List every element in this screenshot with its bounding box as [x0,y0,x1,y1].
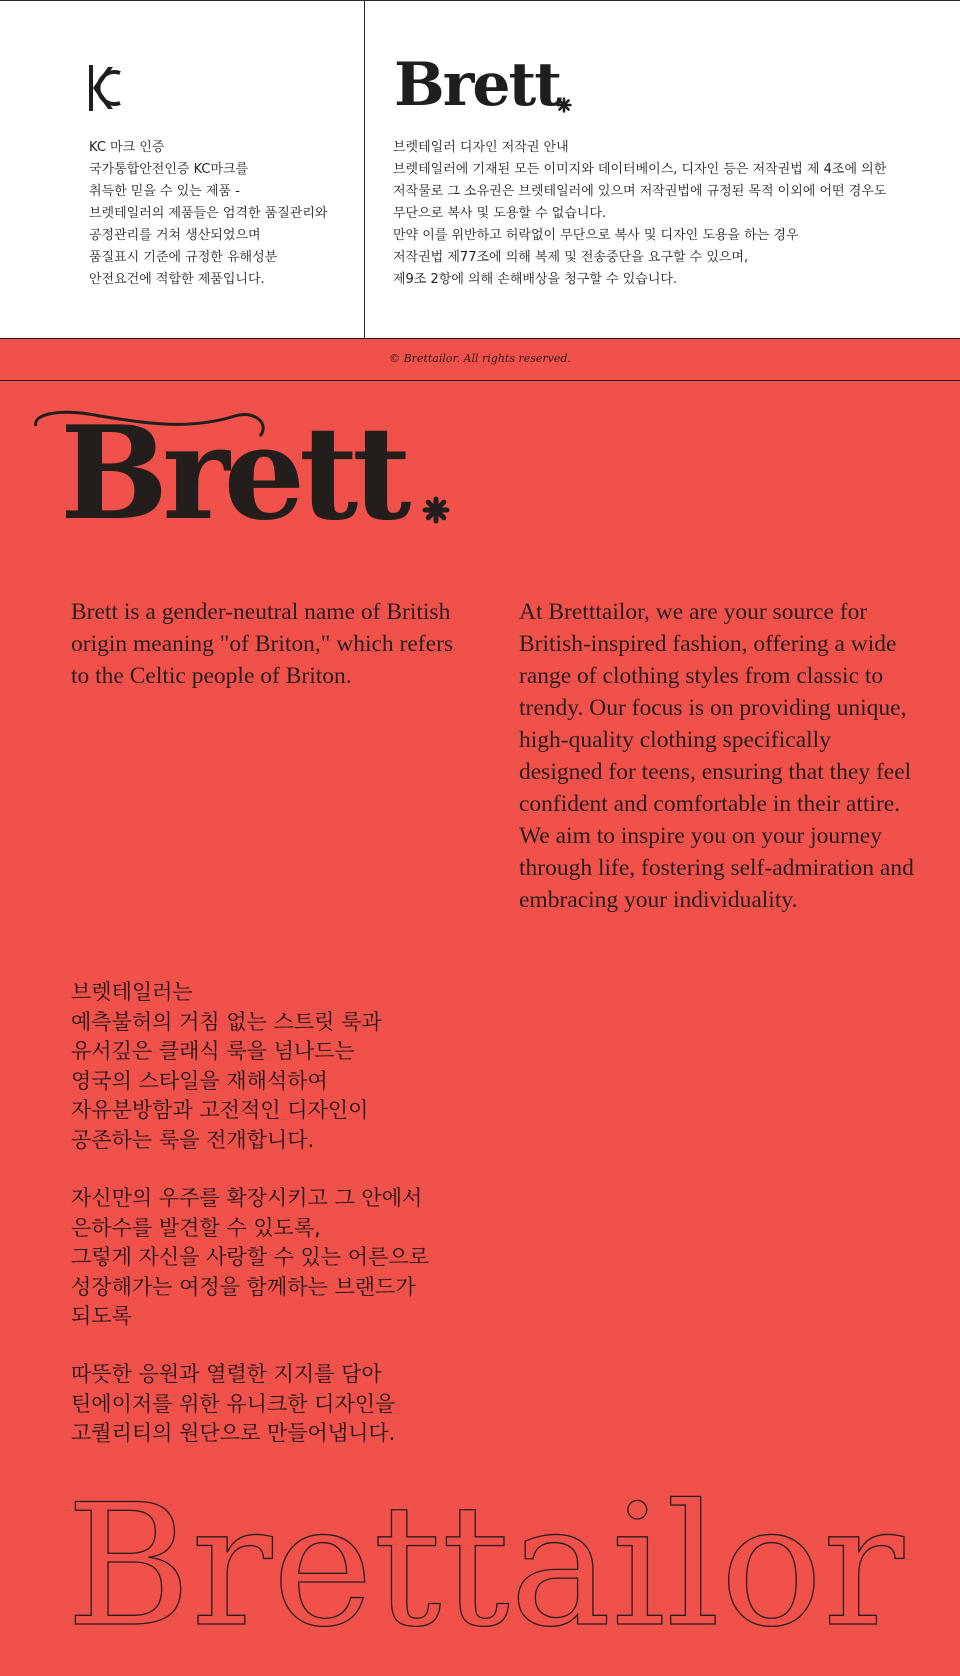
korean-text-line: 틴에이저를 위한 유니크한 디자인을 [71,1391,396,1416]
divider-line [0,380,960,381]
copyright-text-line: 제9조 2항에 의해 손해배상을 청구할 수 있습니다. [393,272,678,287]
brand-mission-text: At Bretttailor, we are your source for British-inspired fashion, offering a wide range of clothing styles from classic to trendy. Our focus is on providing unique, high-quality clothing specifically designed for teens, ensuring that they feel confident and comfortable in their attire. We aim to inspire you on your journey through life, fostering self-admiration and embracing your individuality. [519,599,914,913]
kc-text-line: 안전요건에 적합한 제품입니다. [89,272,265,287]
copyright-text-line: 저작권법 제77조에 의해 복제 및 전송중단을 요구할 수 있으며, [393,250,749,265]
rights-reserved-text: © Brettailor. All rights reserved. [389,352,571,365]
korean-intro-paragraph [71,978,491,1155]
asterisk-star-icon [425,499,447,521]
korean-text-line: 그렇게 자신을 사랑할 수 있는 어른으로 [71,1245,429,1269]
korean-text-line: 영국의 스타일을 재해석하여 [71,1068,328,1093]
korean-vision-paragraph [71,1184,491,1332]
korean-text-line: 예측불허의 거침 없는 스트릿 룩과 [71,1009,382,1034]
kc-mark-icon [88,63,122,113]
korean-text-line: 고퀄리티의 원단으로 만들어냅니다. [71,1421,396,1445]
korean-text-line: 은하수를 발견할 수 있도록, [71,1215,321,1240]
korean-text-line: 자유분방함과 고전적인 디자인이 [71,1098,369,1122]
brand-wordmark-small: Brett [394,50,560,120]
kc-certification-text [89,137,349,291]
copyright-text-line: 브렛테일러에 기재된 모든 이미지와 데이터베이스, 디자인 등은 저작권법 제 4조에 의한 [393,162,887,177]
copyright-text-line: 브렛테일러 디자인 저작권 안내 [393,140,569,155]
brand-wordmark-text: Brett [60,406,406,536]
panel-divider [364,1,365,339]
kc-text-line: 공정관리를 거쳐 생산되었으며 [89,228,261,243]
outline-wordmark-text: Brettailor [66,1474,905,1634]
kc-text-line: 국가통합안전인증 KC마크를 [89,162,249,177]
copyright-text-line: 무단으로 복사 및 도용할 수 없습니다. [393,206,607,221]
korean-text-line: 브렛테일러는 [71,980,193,1004]
copyright-text-line: 만약 이를 위반하고 허락없이 무단으로 복사 및 디자인 도용을 하는 경우 [393,228,799,243]
copyright-notice [393,137,886,291]
korean-text-line: 공존하는 룩을 전개합니다. [71,1127,315,1152]
korean-text-line: 자신만의 우주를 확장시키고 그 안에서 [71,1186,423,1210]
copyright-text-line: 저작물로 그 소유권은 브렛테일러에 있으며 저작권법에 규정된 목적 이외에 어떤 경우도 [393,184,887,199]
kc-text-line: KC 마크 인증 [89,140,165,155]
kc-text-line: 품질표시 기준에 규정한 유해성분 [89,250,278,265]
asterisk-star-icon [556,97,572,113]
korean-promise-paragraph [71,1360,491,1449]
korean-text-line: 되도록 [71,1304,132,1328]
divider-line [0,338,960,339]
kc-text-line: 브렛테일러의 제품들은 엄격한 품질관리와 [89,206,328,221]
korean-text-line: 성장해가는 여정을 함께하는 브랜드가 [71,1274,416,1299]
brand-story-section [0,338,960,1676]
korean-text-line: 유서깊은 클래식 룩을 넘나드는 [71,1039,355,1063]
kc-text-line: 취득한 믿을 수 있는 제품 - [89,184,240,199]
product-info-panel [0,0,960,338]
brand-name-origin-text: Brett is a gender-neutral name of British origin meaning "of Briton," which refers to the Celtic people of Briton. [71,599,454,689]
korean-text-line: 따뜻한 응원과 열렬한 지지를 담아 [71,1362,382,1386]
brand-wordmark-large [30,406,460,536]
brettailor-outline-wordmark [66,1474,906,1634]
